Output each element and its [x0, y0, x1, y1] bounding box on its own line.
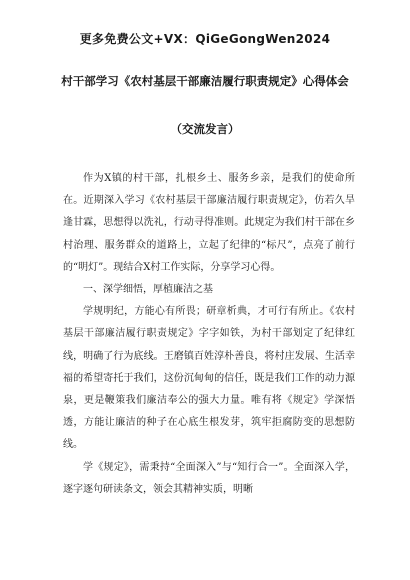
body-paragraph: 学《规定》，需秉持“全面深入”与“知行合一”。全面深入学，逐字逐句研读条文，领会其精神实质，明晰	[63, 461, 355, 495]
body-paragraph: 作为X镇的村干部，扎根乡土、服务乡亲，是我们的使命所在。近期深入学习《农村基层干部廉洁履行职责规定》，仿若久旱逢甘霖，思想得以洗礼，行动寻得准则。此规定为我们村干部在乡村治理、服务群众的道路上，立起了纪律的“标尺”，点亮了前行的“明灯”。现结合X村工作实际，分享学习心得。	[63, 173, 355, 273]
document-title: 村干部学习《农村基层干部廉洁履行职责规定》心得体会	[61, 74, 349, 88]
section-heading: 一、深学细悟，厚植廉洁之基	[83, 284, 213, 296]
document-subtitle: （交流发言）	[170, 122, 240, 136]
document-body	[63, 168, 355, 501]
body-paragraph: 学规明纪，方能心有所畏；研章析典，才可行有所止。《农村基层干部廉洁履行职责规定》字字如铁，为村干部划定了纪律红线，明确了行为底线。王磨镇百姓淳朴善良，将村庄发展、生活幸福的希望寄托于我们，这份沉甸甸的信任，既是我们工作的动力源泉，更是鞭策我们廉洁奉公的强大力量。唯有将《规定》学深悟透，方能让廉洁的种子在心底生根发芽，筑牢拒腐防变的思想防线。	[63, 306, 355, 451]
promo-header: 更多免费公文+VX：QiGeGongWen2024	[79, 32, 331, 46]
